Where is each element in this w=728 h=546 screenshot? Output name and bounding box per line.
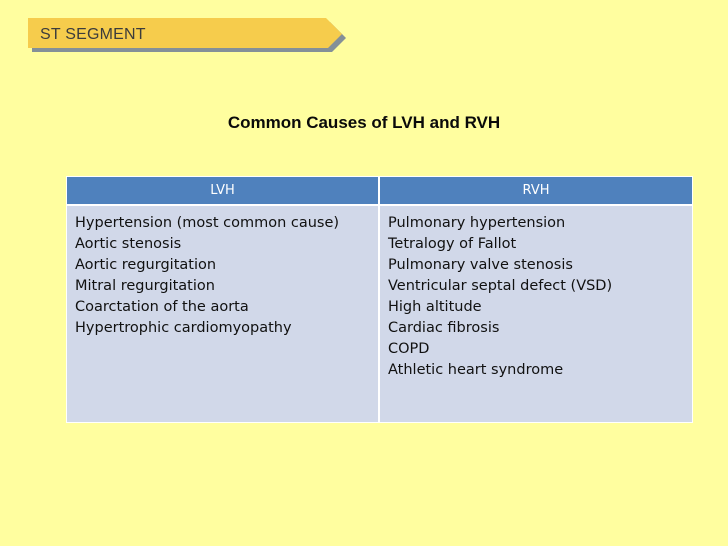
rvh-item: Pulmonary hypertension — [388, 215, 566, 231]
rvh-item: Cardiac fibrosis — [388, 320, 500, 336]
table-body-row — [67, 206, 692, 422]
table-header-row — [67, 177, 692, 206]
page-title: Common Causes of LVH and RVH — [227, 113, 501, 132]
rvh-item: Athletic heart syndrome — [388, 362, 564, 378]
rvh-item: COPD — [388, 341, 430, 357]
header-lvh: LVH — [67, 177, 380, 204]
lvh-item: Coarctation of the aorta — [75, 299, 249, 315]
lvh-cell — [67, 206, 380, 422]
causes-table — [66, 176, 693, 423]
lvh-item: Hypertrophic cardiomyopathy — [75, 320, 292, 336]
header-rvh: RVH — [522, 183, 550, 198]
rvh-item: Pulmonary valve stenosis — [388, 257, 573, 273]
rvh-cell — [380, 206, 692, 422]
lvh-item: Mitral regurgitation — [75, 278, 215, 294]
rvh-item: Tetralogy of Fallot — [388, 236, 517, 252]
section-tab — [28, 18, 346, 52]
section-tab-label: ST SEGMENT — [40, 26, 146, 43]
lvh-item: Aortic regurgitation — [75, 257, 217, 273]
rvh-item: High altitude — [388, 299, 482, 315]
rvh-item: Ventricular septal defect (VSD) — [388, 278, 613, 294]
lvh-item: Aortic stenosis — [75, 236, 182, 252]
lvh-item: Hypertension (most common cause) — [75, 215, 340, 231]
